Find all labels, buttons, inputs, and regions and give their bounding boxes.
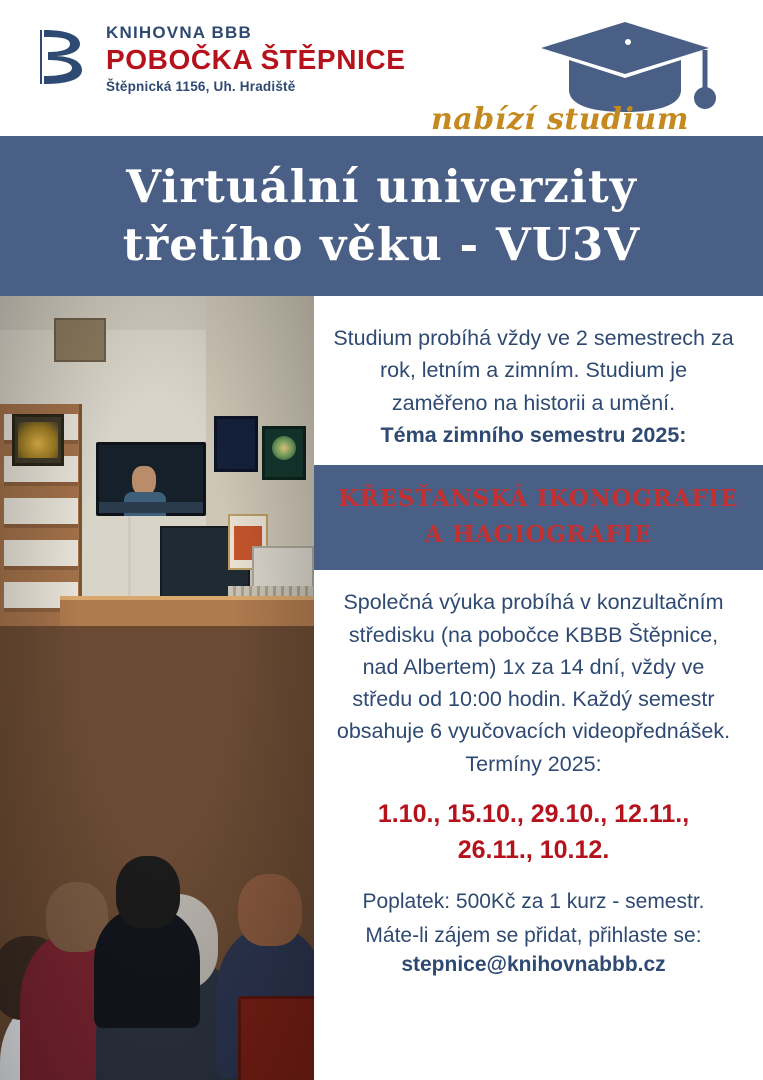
page-title-line2: třetího věku - VU3V xyxy=(122,218,641,271)
library-b-logo-icon xyxy=(36,26,88,88)
dates-line2: 26.11., 10.12. xyxy=(457,836,610,865)
signup-text: Máte-li zájem se přidat, přihlaste se: xyxy=(365,923,702,947)
contact-email[interactable]: stepnice@knihovnabbb.cz xyxy=(401,953,666,977)
poster-header xyxy=(0,0,763,136)
title-banner xyxy=(0,136,763,296)
photo-vignette xyxy=(0,296,314,1080)
content-column xyxy=(314,296,763,1080)
offer-text: nabízí studium xyxy=(431,102,689,137)
page-title-line1: Virtuální univerzity xyxy=(126,160,637,214)
logo-text-block xyxy=(106,22,406,94)
lecture-photo xyxy=(0,296,314,1080)
theme-line1: KŘESŤANSKÁ IKONOGRAFIE xyxy=(338,485,739,512)
dates-line1: 1.10., 15.10., 29.10., 12.11., xyxy=(377,799,690,828)
org-name-line1: KNIHOVNA BBB xyxy=(106,23,252,42)
details-paragraph: Společná výuka probíhá v konzultačním středisku (na pobočce KBBB Štěpnice, nad Albertem) 1x za 14 dní, vždy ve středu od 10:00 hodin. Každý semestr obsahuje 6 vyučovacích videopřednášek. Termíny 2025: xyxy=(336,590,731,776)
body-area xyxy=(0,296,763,1080)
theme-banner xyxy=(314,465,763,570)
org-name-line2: POBOČKA ŠTĚPNICE xyxy=(106,43,406,75)
theme-line2: A HAGIOGRAFIE xyxy=(424,520,653,548)
theme-intro: Téma zimního semestru 2025: xyxy=(380,422,687,447)
fee-text: Poplatek: 500Kč za 1 kurz - semestr. xyxy=(362,890,705,914)
org-address: Štěpnická 1156, Uh. Hradiště xyxy=(106,78,296,94)
intro-paragraph: Studium probíhá vždy ve 2 semestrech za rok, letním a zimním. Studium je zaměřeno na historii a umění. xyxy=(333,326,734,415)
